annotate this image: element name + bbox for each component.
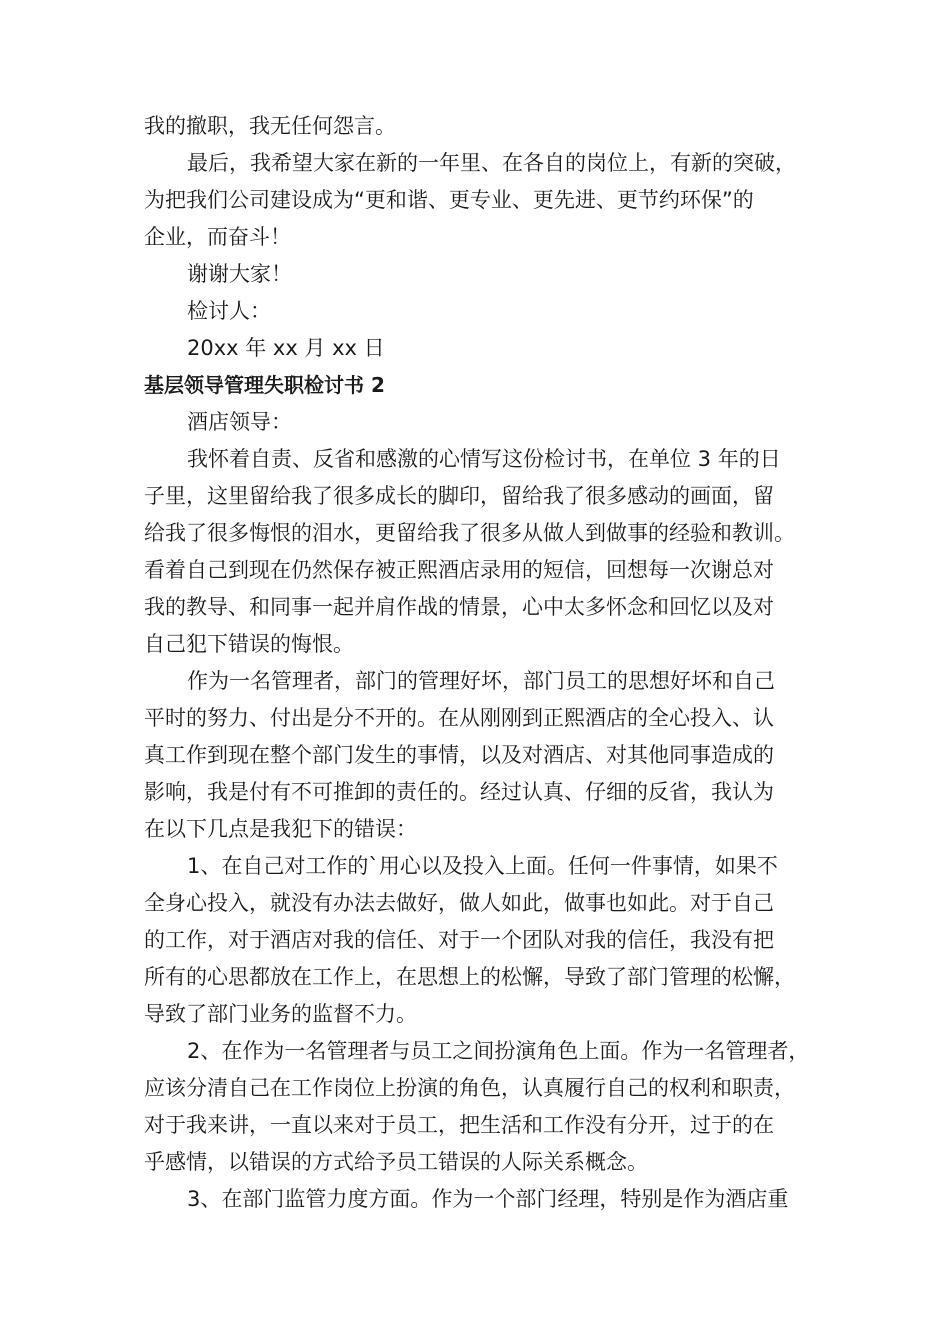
signer-line: 检讨人： bbox=[187, 299, 271, 323]
paragraph-line: 2、在作为一名管理者与员工之间扮演角色上面。作为一名管理者， bbox=[187, 1039, 810, 1063]
paragraph-line: 为把我们公司建设成为“更和谐、更专业、更先进、更节约环保”的 bbox=[144, 188, 754, 212]
paragraph-line: 所有的心思都放在工作上，在思想上的松懈，导致了部门管理的松懈， bbox=[144, 965, 795, 989]
paragraph-line: 我的教导、和同事一起并肩作战的情景，心中太多怀念和回忆以及对 bbox=[144, 595, 774, 619]
paragraph-line: 在以下几点是我犯下的错误： bbox=[144, 817, 417, 841]
paragraph-line: 作为一名管理者，部门的管理好坏，部门员工的思想好坏和自己 bbox=[187, 669, 775, 693]
paragraph-line: 1、在自己对工作的`用心以及投入上面。任何一件事情，如果不 bbox=[187, 854, 778, 878]
salutation-line: 酒店领导： bbox=[187, 410, 292, 434]
document-body bbox=[144, 108, 834, 1218]
paragraph-line: 我怀着自责、反省和感激的心情写这份检讨书，在单位 3 年的日 bbox=[187, 447, 781, 471]
paragraph-line: 看着自己到现在仍然保存被正熙酒店录用的短信，回想每一次谢总对 bbox=[144, 558, 774, 582]
paragraph-line: 的工作，对于酒店对我的信任、对于一个团队对我的信任，我没有把 bbox=[144, 928, 774, 952]
section-heading: 基层领导管理失职检讨书 2 bbox=[144, 373, 385, 397]
paragraph-line: 3、在部门监管力度方面。作为一个部门经理，特别是作为酒店重 bbox=[187, 1187, 789, 1211]
paragraph-line: 对于我来讲，一直以来对于员工，把生活和工作没有分开，过于的在 bbox=[144, 1113, 774, 1137]
paragraph-line: 自己犯下错误的悔恨。 bbox=[144, 632, 354, 656]
paragraph-line: 平时的努力、付出是分不开的。在从刚刚到正熙酒店的全心投入、认 bbox=[144, 706, 774, 730]
paragraph-line: 给我了很多悔恨的泪水，更留给我了很多从做人到做事的经验和教训。 bbox=[144, 521, 795, 545]
paragraph-line: 我的撤职，我无任何怨言。 bbox=[144, 114, 396, 138]
paragraph-line: 最后，我希望大家在新的一年里、在各自的岗位上，有新的突破， bbox=[187, 151, 796, 175]
paragraph-line: 影响，我是付有不可推卸的责任的。经过认真、仔细的反省，我认为 bbox=[144, 780, 774, 804]
paragraph-line: 子里，这里留给我了很多成长的脚印，留给我了很多感动的画面，留 bbox=[144, 484, 774, 508]
paragraph-line: 真工作到现在整个部门发生的事情，以及对酒店、对其他同事造成的 bbox=[144, 743, 774, 767]
paragraph-line: 企业，而奋斗！ bbox=[144, 225, 291, 249]
paragraph-line: 乎感情，以错误的方式给予员工错误的人际关系概念。 bbox=[144, 1150, 648, 1174]
thanks-line: 谢谢大家！ bbox=[187, 262, 292, 286]
paragraph-line: 应该分清自己在工作岗位上扮演的角色，认真履行自己的权利和职责， bbox=[144, 1076, 795, 1100]
date-line: 20xx 年 xx 月 xx 日 bbox=[187, 336, 385, 360]
paragraph-line: 全身心投入，就没有办法去做好，做人如此，做事也如此。对于自己 bbox=[144, 891, 774, 915]
paragraph-line: 导致了部门业务的监督不力。 bbox=[144, 1002, 417, 1026]
